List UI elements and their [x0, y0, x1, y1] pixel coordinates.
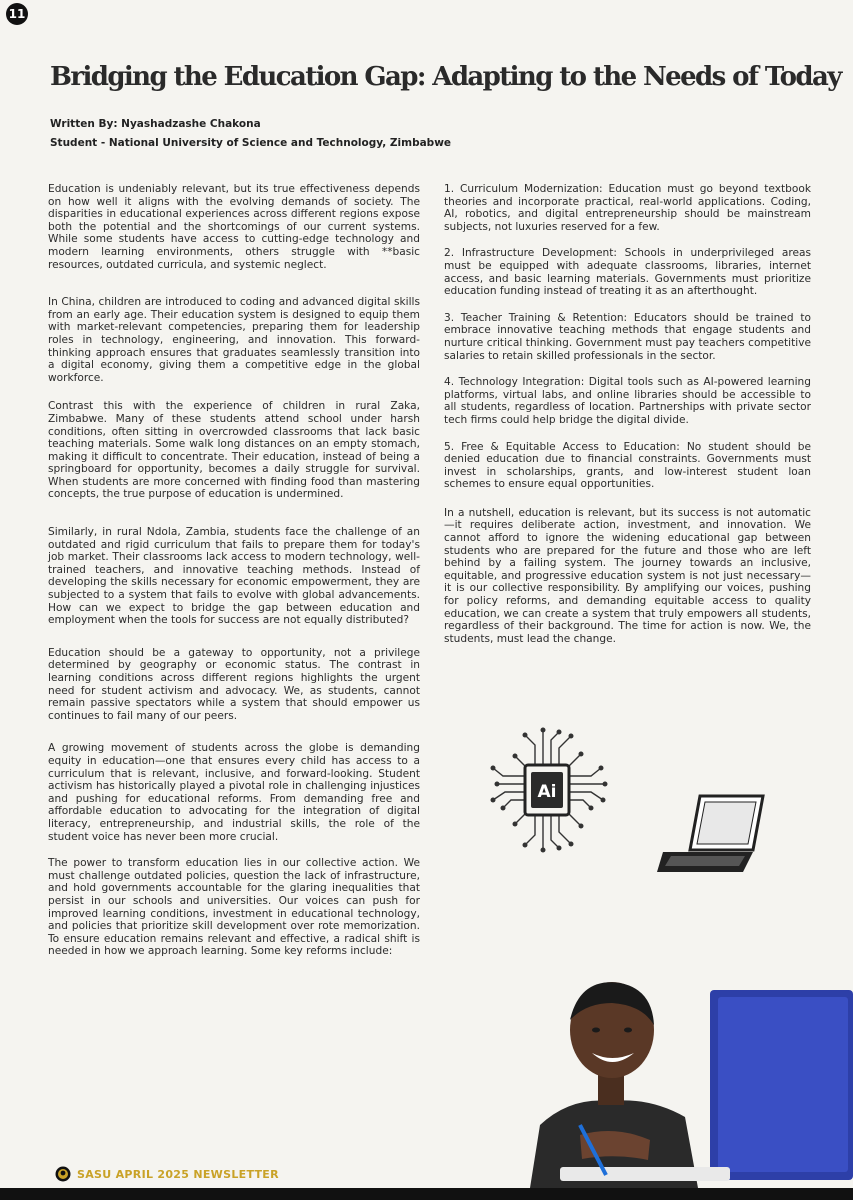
page-number-badge: 11: [6, 3, 28, 25]
right-column: [444, 183, 811, 645]
paragraph: The power to transform education lies in our collective action. We must challenge outdated policies, question the lack of infrastructure, and hold governments accountable for the glaring inequalities that persist in our schools and universities. Our voices can push for improved learning conditions, investment in educational technology, and policies that prioritize skill development over rote memorization. To ensure education remains relevant and effective, a radical shift is needed in how we approach learning. Some key reforms include:: [48, 857, 420, 958]
paragraph: In China, children are introduced to coding and advanced digital skills from an early age. Their education system is designed to equip them with market-relevant competencies, preparing them for leadership roles in technology, engineering, and innovation. This forward-thinking approach ensures that graduates seamlessly transition into a digital economy, giving them a competitive edge in the global workforce.: [48, 296, 420, 384]
sasu-logo-icon: [55, 1166, 71, 1182]
footer-text: SASU APRIL 2025 NEWSLETTER: [77, 1167, 279, 1181]
paragraph: Contrast this with the experience of children in rural Zaka, Zimbabwe. Many of these students attend school under harsh conditions, often sitting in overcrowded classrooms that lack basic teaching materials. Some walk long distances on an empty stomach, making it difficult to concentrate. Their education, instead of being a springboard for opportunity, becomes a daily struggle for survival. When students are more concerned with finding food than mastering concepts, the true purpose of education is undermined.: [48, 400, 420, 501]
footer-bar: [0, 1188, 853, 1200]
reform-item: 5. Free & Equitable Access to Education: No student should be denied education due to financial constraints. Governments must invest in scholarships, grants, and low-interest student loan schemes to ensure equal opportunities.: [444, 440, 811, 491]
laptop-illustration: [655, 790, 770, 875]
affiliation-line: Student - National University of Science and Technology, Zimbabwe: [50, 137, 452, 149]
paragraph: A growing movement of students across the globe is demanding equity in education—one that ensures every child has access to a curriculum that is relevant, inclusive, and forward-looking. Student activism has historically played a pivotal role in challenging injustices and pushing for educational reforms. From demanding free and affordable education to advocating for the integration of digital literacy, entrepreneurship, and industrial skills, the role of the student voice has never been more crucial.: [48, 742, 420, 843]
conclusion-paragraph: In a nutshell, education is relevant, but its success is not automatic—it requires deliberate action, investment, and innovation. We cannot afford to ignore the widening educational gap between students who are prepared for the future and those who are left behind by a failing system. The journey towards an inclusive, equitable, and progressive education system is not just necessary—it is our collective responsibility. By amplifying our voices, pushing for policy reforms, and demanding equitable access to quality education, we can create a system that truly empowers all students, regardless of their background. The time for action is now. We, the students, must lead the change.: [444, 506, 811, 645]
ai-chip-illustration: [485, 710, 615, 860]
paragraph: Similarly, in rural Ndola, Zambia, students face the challenge of an outdated and rigid curriculum that fails to prepare them for today's job market. Their classrooms lack access to modern technology, well-trained teachers, and innovative teaching methods. Instead of developing the skills necessary for economic empowerment, they are subjected to a system that fails to evolve with global advancements. How can we expect to bridge the gap between education and employment when the tools for success are not equally distributed?: [48, 526, 420, 627]
student-photo: [520, 975, 853, 1188]
newsletter-footer: [55, 1166, 279, 1182]
author-line: Written By: Nyashadzashe Chakona: [50, 118, 261, 130]
reform-item: 4. Technology Integration: Digital tools such as AI-powered learning platforms, virtual labs, and online libraries should be accessible to all students, regardless of location. Partnerships with private sector tech firms could help bridge the digital divide.: [444, 376, 811, 426]
byline: [50, 115, 451, 153]
reform-item: 1. Curriculum Modernization: Education must go beyond textbook theories and incorporate practical, real-world applications. Coding, AI, robotics, and digital entrepreneurship should be mainstream subjects, not luxuries reserved for a few.: [444, 183, 811, 233]
paragraph: Education should be a gateway to opportunity, not a privilege determined by geography or economic status. The contrast in learning conditions across different regions highlights the urgent need for student activism and advocacy. We, as students, cannot remain passive spectators while a system that should empower us continues to fail many of our peers.: [48, 646, 420, 722]
paragraph: Education is undeniably relevant, but its true effectiveness depends on how well it aligns with the evolving demands of society. The disparities in educational experiences across different regions expose both the potential and the shortcomings of our current systems. While some students have access to cutting-edge technology and modern learning environments, others struggle with **basic resources, outdated curricula, and systemic neglect.: [48, 183, 420, 271]
left-column: [48, 183, 420, 958]
reform-item: 2. Infrastructure Development: Schools in underprivileged areas must be equipped with adequate classrooms, libraries, internet access, and basic learning materials. Governments must prioritize education funding instead of treating it as an afterthought.: [444, 247, 811, 298]
article-title: Bridging the Education Gap: Adapting to the Needs of Today: [50, 62, 841, 92]
reform-item: 3. Teacher Training & Retention: Educators should be trained to embrace innovative teaching methods that engage students and nurture critical thinking. Government must pay teachers competitive salaries to retain skilled professionals in the sector.: [444, 311, 811, 362]
ai-chip-label: Ai: [537, 782, 557, 802]
